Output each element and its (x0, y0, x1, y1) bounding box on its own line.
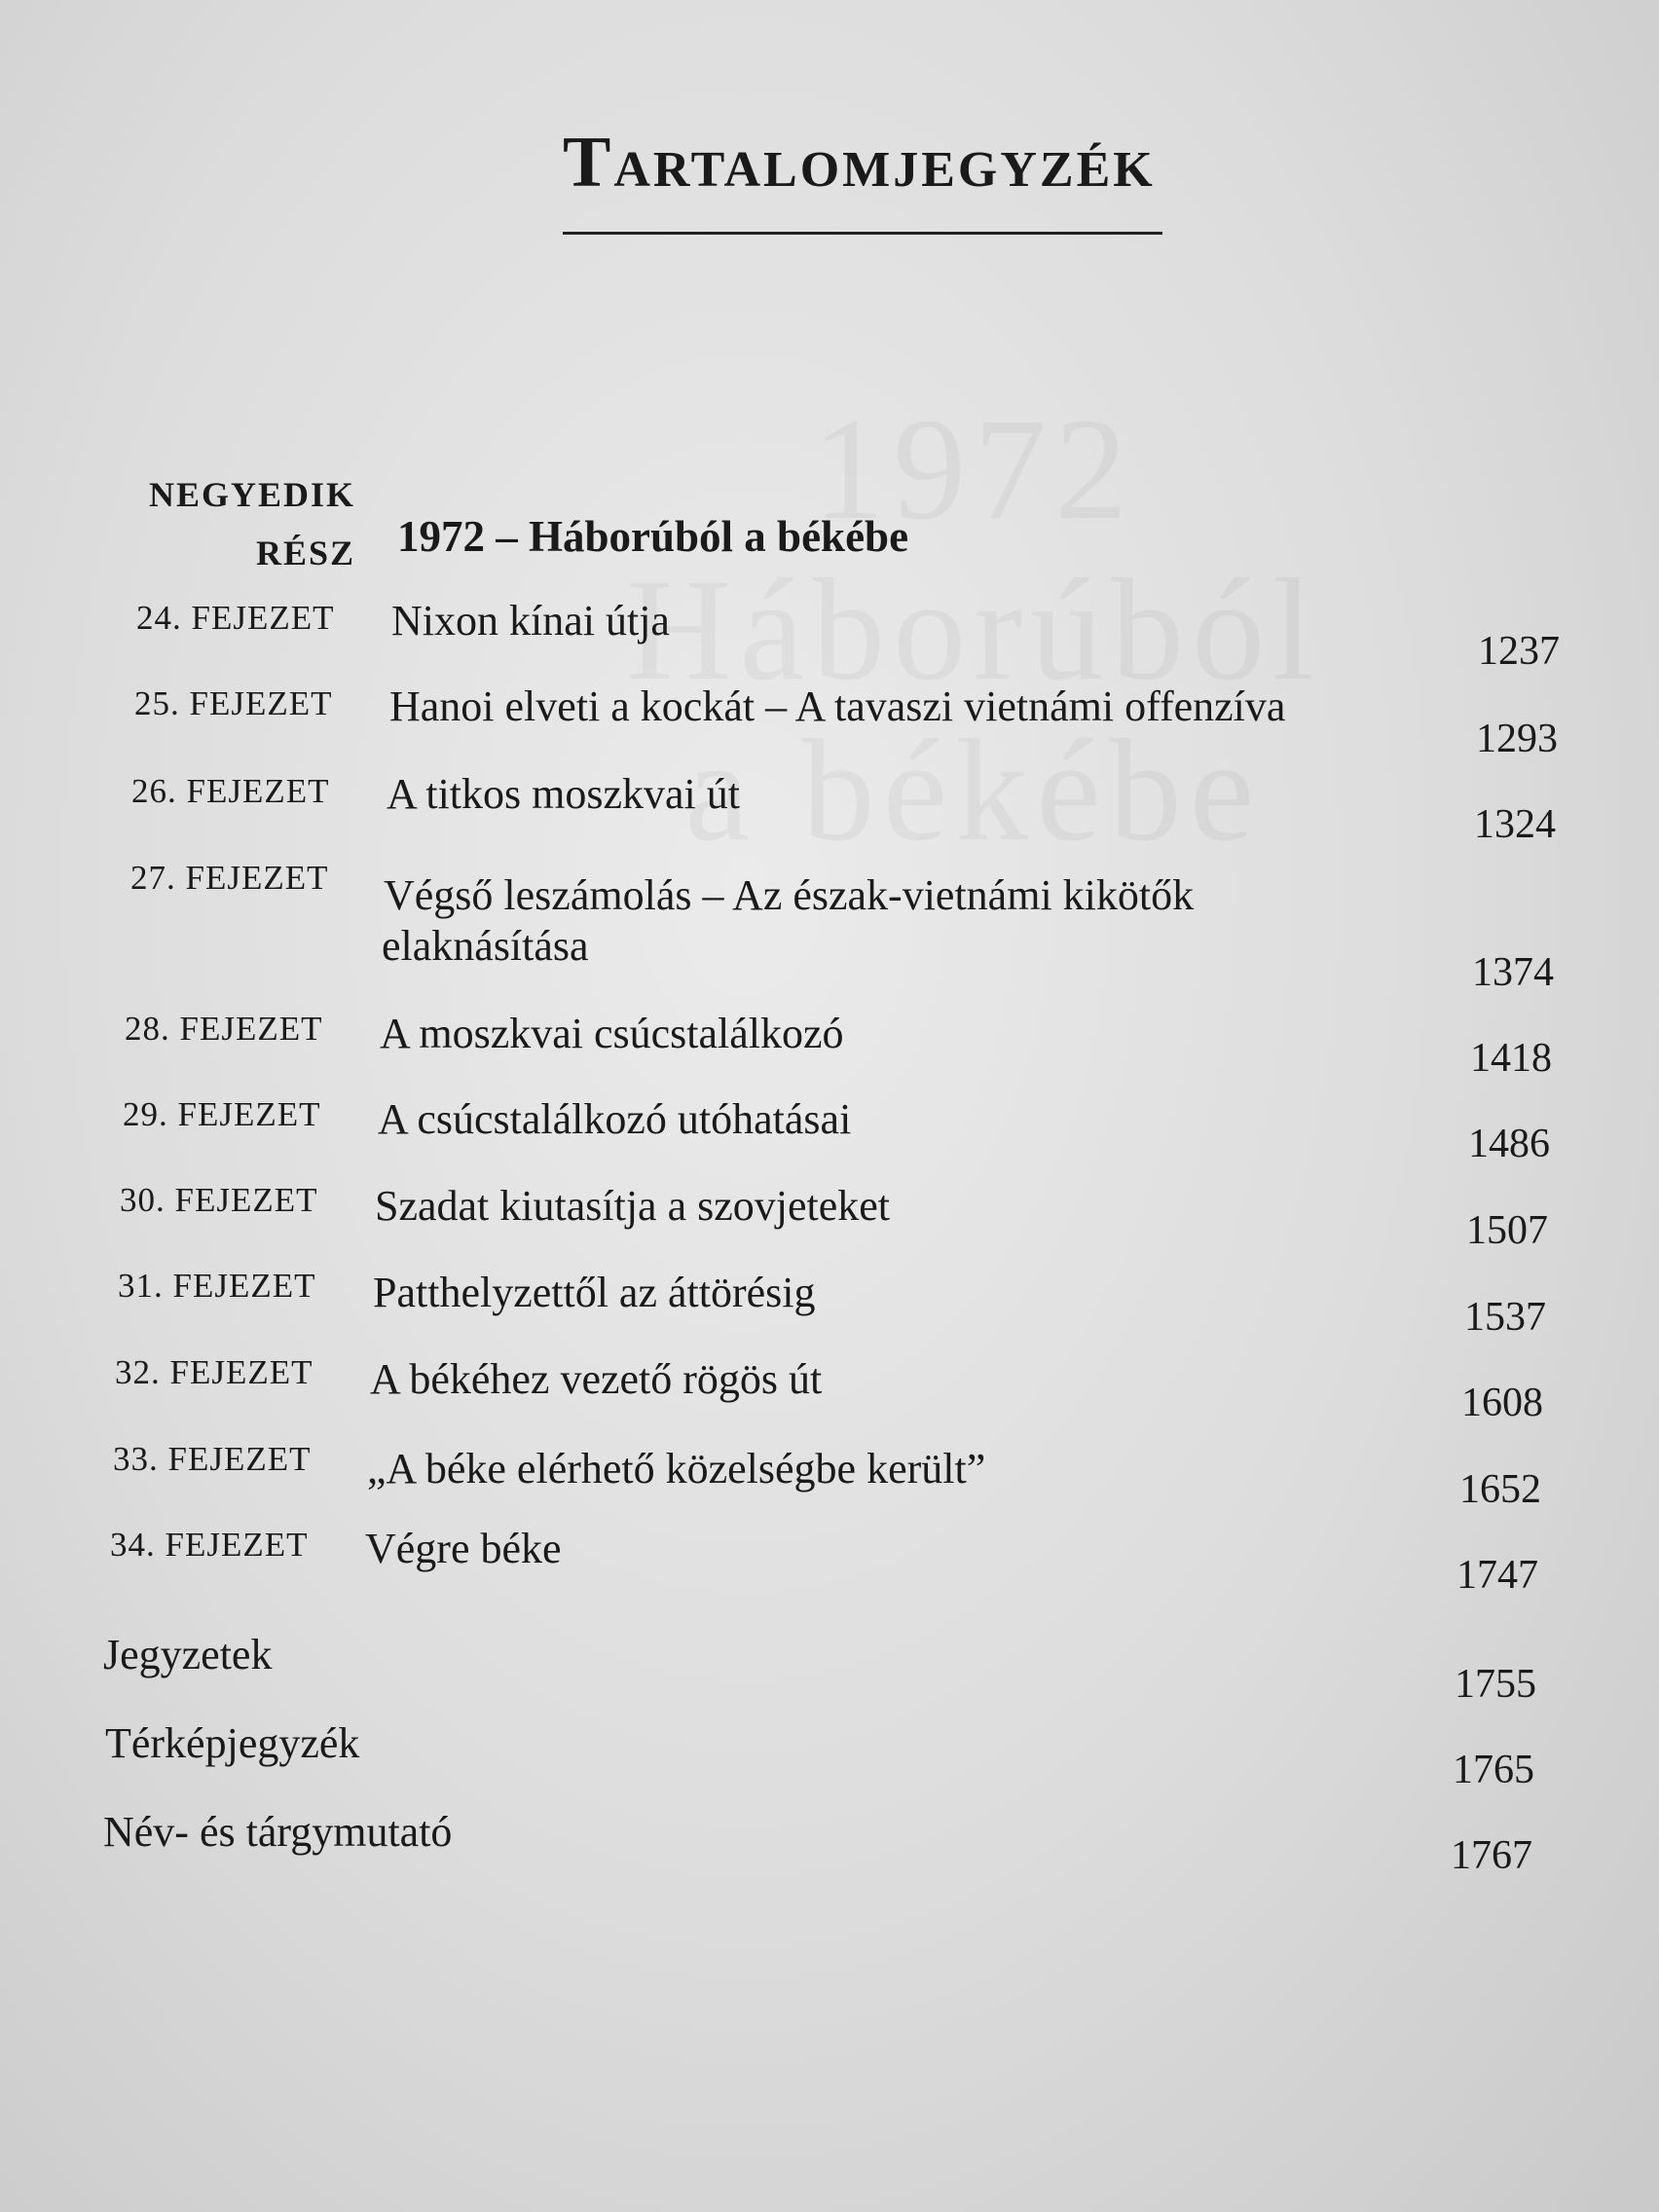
backmatter-page: 1755 (1455, 1662, 1536, 1707)
chapter-page: 1747 (1456, 1553, 1538, 1598)
chapter-page: 1374 (1472, 950, 1554, 995)
chapter-title-continued: elaknásítása (382, 922, 589, 970)
backmatter-title: Térképjegyzék (105, 1719, 360, 1767)
chapter-number: 29. FEJEZET (123, 1095, 321, 1133)
chapter-number: 31. FEJEZET (118, 1267, 316, 1305)
chapter-number: 26. FEJEZET (131, 772, 330, 810)
chapter-number: 24. FEJEZET (136, 599, 335, 637)
chapter-title: A csúcstalálkozó utóhatásai (378, 1095, 852, 1143)
chapter-title: Szadat kiutasítja a szovjeteket (375, 1182, 891, 1230)
chapter-title: A békéhez vezető rögös út (370, 1355, 823, 1403)
chapter-title: „A béke elérhető közelségbe került” (367, 1445, 986, 1493)
page-title: Tartalomjegyzék (563, 123, 1156, 203)
chapter-number: 34. FEJEZET (110, 1526, 309, 1564)
chapter-number: 28. FEJEZET (125, 1010, 323, 1048)
chapter-page: 1537 (1464, 1295, 1546, 1340)
chapter-page: 1486 (1468, 1122, 1550, 1166)
chapter-number: 33. FEJEZET (113, 1440, 312, 1478)
chapter-title: Nixon kínai útja (391, 597, 670, 645)
chapter-page: 1608 (1461, 1381, 1543, 1425)
chapter-page: 1507 (1466, 1208, 1548, 1253)
chapter-number: 30. FEJEZET (120, 1181, 318, 1219)
chapter-title: A moszkvai csúcstalálkozó (380, 1010, 844, 1057)
backmatter-page: 1767 (1451, 1833, 1532, 1878)
chapter-number: 32. FEJEZET (115, 1353, 313, 1391)
part-label-line2: RÉSZ (255, 534, 355, 572)
backmatter-title: Jegyzetek (103, 1631, 273, 1678)
part-label (146, 465, 355, 582)
backmatter-page: 1765 (1453, 1748, 1534, 1792)
title-underline (563, 232, 1162, 235)
part-label-line1: NEGYEDIK (148, 475, 355, 514)
chapter-page: 1237 (1478, 629, 1560, 674)
chapter-page: 1324 (1474, 802, 1556, 847)
chapter-title: A titkos moszkvai út (387, 770, 740, 818)
backmatter-title: Név- és tárgymutató (103, 1808, 453, 1856)
chapter-title: Végső leszámolás – Az észak-vietnámi kikötők (384, 871, 1195, 919)
chapter-number: 25. FEJEZET (134, 684, 333, 722)
chapter-number: 27. FEJEZET (130, 859, 329, 897)
chapter-page: 1418 (1470, 1036, 1552, 1081)
chapter-page: 1652 (1459, 1467, 1541, 1512)
part-title: 1972 – Háborúból a békébe (397, 512, 909, 561)
chapter-title: Végre béke (365, 1525, 562, 1572)
chapter-title: Hanoi elveti a kockát – A tavaszi vietnámi offenzíva (389, 682, 1286, 730)
chapter-page: 1293 (1476, 717, 1558, 761)
chapter-title: Patthelyzettől az áttörésig (373, 1269, 816, 1316)
